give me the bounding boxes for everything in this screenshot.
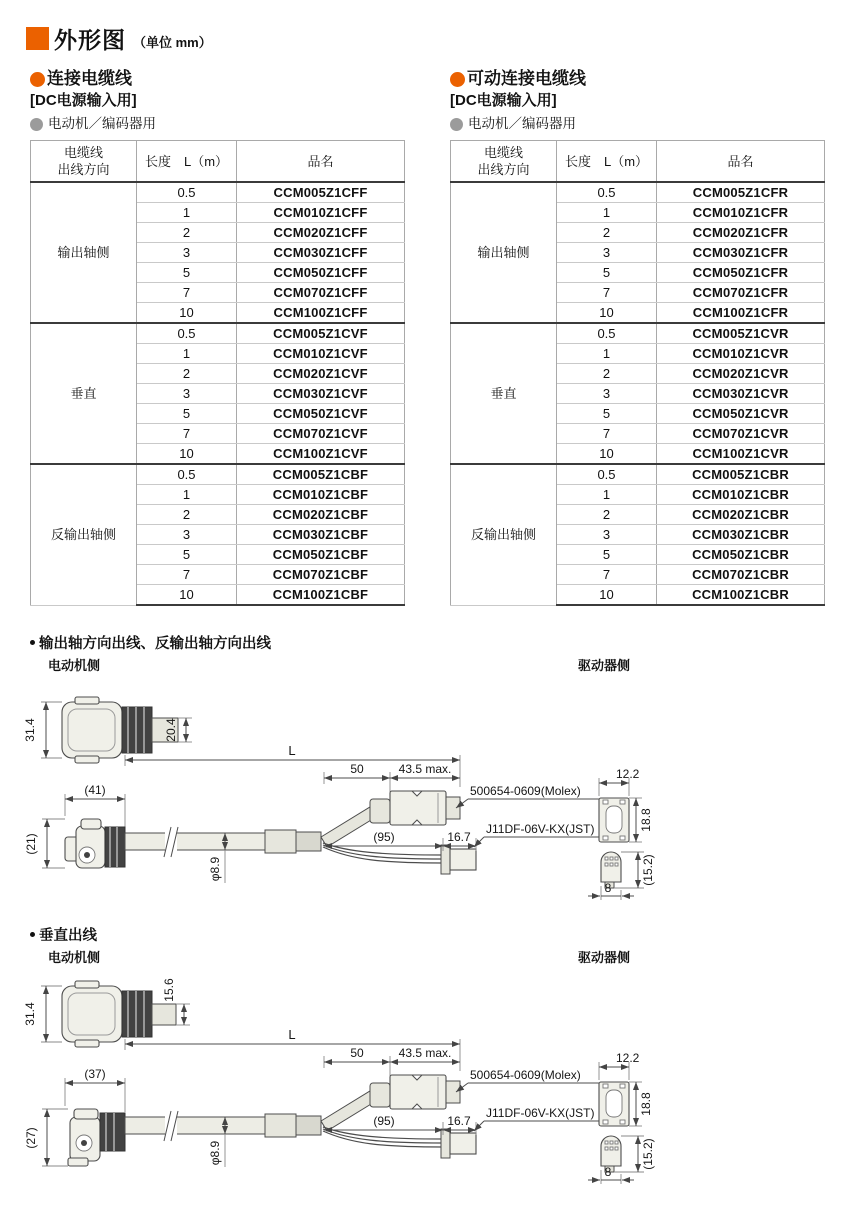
dim-label: (37): [84, 1067, 106, 1081]
part-number-cell: CCM020Z1CBR: [657, 505, 825, 525]
part-number-cell: CCM030Z1CBF: [237, 525, 405, 545]
part-number-cell: CCM050Z1CVR: [657, 404, 825, 424]
table-row: [451, 182, 825, 203]
length-cell: 0.5: [557, 323, 657, 344]
dim-label: φ8.9: [208, 856, 222, 882]
length-cell: 10: [557, 303, 657, 324]
part-number-cell: CCM050Z1CBR: [657, 545, 825, 565]
driver-side-label: 驱动器侧: [578, 658, 631, 673]
dim-label: φ8.9: [208, 1140, 222, 1166]
part-number-cell: CCM020Z1CVF: [237, 364, 405, 384]
title-square-icon: [26, 27, 49, 50]
length-cell: 1: [557, 344, 657, 364]
part-number-cell: CCM030Z1CFR: [657, 243, 825, 263]
outline-drawing-vertical: [18, 970, 828, 1210]
length-cell: 5: [557, 404, 657, 424]
drawing1-title: 输出轴方向出线、反输出轴方向出线: [30, 632, 271, 653]
jst-connector-label: J11DF-06V-KX(JST): [486, 822, 595, 836]
length-cell: 3: [137, 525, 237, 545]
col-header-direction: 电缆线 出线方向: [451, 141, 557, 183]
outline-drawing-output-shaft: [18, 686, 828, 916]
length-cell: 1: [557, 203, 657, 223]
length-cell: 0.5: [137, 464, 237, 485]
direction-cell: 垂直: [451, 323, 557, 464]
table-row: [31, 464, 405, 485]
length-cell: 5: [137, 404, 237, 424]
part-number-cell: CCM050Z1CBF: [237, 545, 405, 565]
length-cell: 5: [557, 545, 657, 565]
dim-label: (95): [373, 830, 395, 844]
length-cell: 0.5: [137, 182, 237, 203]
dim-label: 31.4: [23, 1002, 37, 1026]
section-heading: [450, 68, 824, 90]
table-row: [451, 464, 825, 485]
driver-connector-end-views: [599, 798, 629, 888]
molex-connector-label: 500654-0609(Molex): [470, 784, 581, 798]
cable-side-view: [68, 1075, 476, 1166]
dim-label: 8: [604, 881, 612, 895]
dim-label: 16.7: [447, 830, 471, 844]
part-number-cell: CCM050Z1CFR: [657, 263, 825, 283]
gray-bullet-icon: [450, 118, 463, 131]
dim-label: 18.8: [639, 808, 653, 832]
part-number-cell: CCM100Z1CVF: [237, 444, 405, 465]
length-cell: 10: [137, 444, 237, 465]
part-number-cell: CCM005Z1CVR: [657, 323, 825, 344]
length-cell: 2: [557, 505, 657, 525]
part-number-cell: CCM020Z1CBF: [237, 505, 405, 525]
length-cell: 1: [137, 485, 237, 505]
page-title: 外形图: [54, 27, 126, 53]
driver-side-label: 驱动器侧: [578, 950, 631, 965]
dim-label: 15.6: [162, 978, 176, 1002]
dim-label: (15.2): [641, 854, 655, 886]
length-cell: 5: [557, 263, 657, 283]
usage-text: 电动机／编码器用: [48, 116, 156, 131]
section-heading: [30, 68, 404, 90]
direction-cell: 输出轴侧: [451, 182, 557, 323]
dim-label: 43.5 max.: [398, 762, 452, 776]
col-header-name: 品名: [237, 141, 405, 183]
part-number-cell: CCM100Z1CFF: [237, 303, 405, 324]
col-header-name: 品名: [657, 141, 825, 183]
page-title-row: [26, 22, 212, 55]
cable-table-flex: [450, 140, 825, 606]
direction-cell: 垂直: [31, 323, 137, 464]
part-number-cell: CCM050Z1CFF: [237, 263, 405, 283]
dim-label: (27): [24, 1127, 38, 1149]
length-cell: 2: [137, 364, 237, 384]
part-number-cell: CCM050Z1CVF: [237, 404, 405, 424]
usage-heading: [450, 114, 824, 134]
header-row: [31, 141, 405, 183]
part-number-cell: CCM010Z1CFF: [237, 203, 405, 223]
fixed-cable-section: [30, 68, 404, 606]
length-cell: 10: [137, 585, 237, 606]
part-number-cell: CCM070Z1CVR: [657, 424, 825, 444]
part-number-cell: CCM005Z1CBR: [657, 464, 825, 485]
dim-label: 31.4: [23, 718, 37, 742]
dim-label: (21): [24, 833, 38, 855]
cable-table-fixed: [30, 140, 405, 606]
dim-label: L: [288, 1027, 296, 1042]
direction-cell: 反输出轴侧: [451, 464, 557, 605]
length-cell: 10: [137, 303, 237, 324]
part-number-cell: CCM010Z1CVF: [237, 344, 405, 364]
molex-connector-label: 500654-0609(Molex): [470, 1068, 581, 1082]
section-bullet-icon: [30, 640, 35, 645]
motor-connector-top-view: [62, 981, 176, 1047]
dim-label: 20.4: [164, 718, 178, 742]
tables-row: [30, 68, 824, 606]
part-number-cell: CCM070Z1CBF: [237, 565, 405, 585]
part-number-cell: CCM005Z1CBF: [237, 464, 405, 485]
dim-label: 8: [604, 1165, 612, 1179]
part-number-cell: CCM070Z1CFF: [237, 283, 405, 303]
dim-label: L: [288, 743, 296, 758]
table-row: [451, 323, 825, 344]
length-cell: 1: [137, 203, 237, 223]
drawing2-title: 垂直出线: [30, 924, 97, 945]
jst-connector-label: J11DF-06V-KX(JST): [486, 1106, 595, 1120]
length-cell: 2: [557, 223, 657, 243]
dim-label: 18.8: [639, 1092, 653, 1116]
length-cell: 3: [137, 243, 237, 263]
part-number-cell: CCM070Z1CBR: [657, 565, 825, 585]
dim-label: 50: [350, 1046, 364, 1060]
part-number-cell: CCM030Z1CVF: [237, 384, 405, 404]
usage-text: 电动机／编码器用: [468, 116, 576, 131]
part-number-cell: CCM020Z1CFF: [237, 223, 405, 243]
table-row: [31, 182, 405, 203]
length-cell: 7: [137, 424, 237, 444]
heading-text: 连接电缆线: [47, 69, 132, 88]
col-header-length: 长度 L（m）: [137, 141, 237, 183]
dim-label: 16.7: [447, 1114, 471, 1128]
length-cell: 0.5: [137, 323, 237, 344]
part-number-cell: CCM005Z1CFF: [237, 182, 405, 203]
part-number-cell: CCM100Z1CBR: [657, 585, 825, 606]
dim-label: (95): [373, 1114, 395, 1128]
length-cell: 2: [137, 223, 237, 243]
part-number-cell: CCM005Z1CVF: [237, 323, 405, 344]
part-number-cell: CCM100Z1CFR: [657, 303, 825, 324]
length-cell: 5: [137, 263, 237, 283]
length-cell: 3: [557, 243, 657, 263]
flex-cable-section: [450, 68, 824, 606]
part-number-cell: CCM030Z1CFF: [237, 243, 405, 263]
dim-label: (41): [84, 783, 106, 797]
part-number-cell: CCM020Z1CFR: [657, 223, 825, 243]
motor-connector-top-view: [62, 697, 178, 763]
motor-side-label: 电动机侧: [48, 950, 101, 965]
col-header-length: 长度 L（m）: [557, 141, 657, 183]
gray-bullet-icon: [30, 118, 43, 131]
part-number-cell: CCM030Z1CBR: [657, 525, 825, 545]
part-number-cell: CCM010Z1CFR: [657, 203, 825, 223]
part-number-cell: CCM100Z1CBF: [237, 585, 405, 606]
sub-heading: [DC电源输入用]: [30, 92, 137, 109]
part-number-cell: CCM070Z1CFR: [657, 283, 825, 303]
part-number-cell: CCM010Z1CBR: [657, 485, 825, 505]
length-cell: 7: [557, 424, 657, 444]
sub-heading: [DC电源输入用]: [450, 92, 557, 109]
part-number-cell: CCM020Z1CVR: [657, 364, 825, 384]
table-row: [31, 323, 405, 344]
heading-text: 可动连接电缆线: [467, 69, 586, 88]
orange-bullet-icon: [30, 72, 45, 87]
orange-bullet-icon: [450, 72, 465, 87]
length-cell: 7: [557, 565, 657, 585]
length-cell: 5: [137, 545, 237, 565]
length-cell: 3: [137, 384, 237, 404]
motor-side-label: 电动机侧: [48, 658, 101, 673]
length-cell: 0.5: [557, 182, 657, 203]
length-cell: 7: [557, 283, 657, 303]
col-header-direction: 电缆线 出线方向: [31, 141, 137, 183]
dim-label: 50: [350, 762, 364, 776]
dim-label: 12.2: [616, 1051, 640, 1065]
direction-cell: 反输出轴侧: [31, 464, 137, 605]
part-number-cell: CCM070Z1CVF: [237, 424, 405, 444]
length-cell: 10: [557, 444, 657, 465]
length-cell: 3: [557, 525, 657, 545]
dim-label: (15.2): [641, 1138, 655, 1170]
length-cell: 10: [557, 585, 657, 606]
direction-cell: 输出轴侧: [31, 182, 137, 323]
part-number-cell: CCM100Z1CVR: [657, 444, 825, 465]
cable-side-view: [65, 791, 476, 874]
part-number-cell: CCM005Z1CFR: [657, 182, 825, 203]
length-cell: 1: [557, 485, 657, 505]
length-cell: 7: [137, 283, 237, 303]
length-cell: 1: [137, 344, 237, 364]
driver-connector-end-views: [599, 1082, 629, 1172]
length-cell: 0.5: [557, 464, 657, 485]
usage-heading: [30, 114, 404, 134]
section-bullet-icon: [30, 932, 35, 937]
dim-label: 43.5 max.: [398, 1046, 452, 1060]
part-number-cell: CCM010Z1CBF: [237, 485, 405, 505]
unit-label: （单位 mm）: [133, 35, 212, 50]
part-number-cell: CCM010Z1CVR: [657, 344, 825, 364]
length-cell: 3: [557, 384, 657, 404]
length-cell: 2: [557, 364, 657, 384]
length-cell: 2: [137, 505, 237, 525]
part-number-cell: CCM030Z1CVR: [657, 384, 825, 404]
dim-label: 12.2: [616, 767, 640, 781]
header-row: [451, 141, 825, 183]
length-cell: 7: [137, 565, 237, 585]
